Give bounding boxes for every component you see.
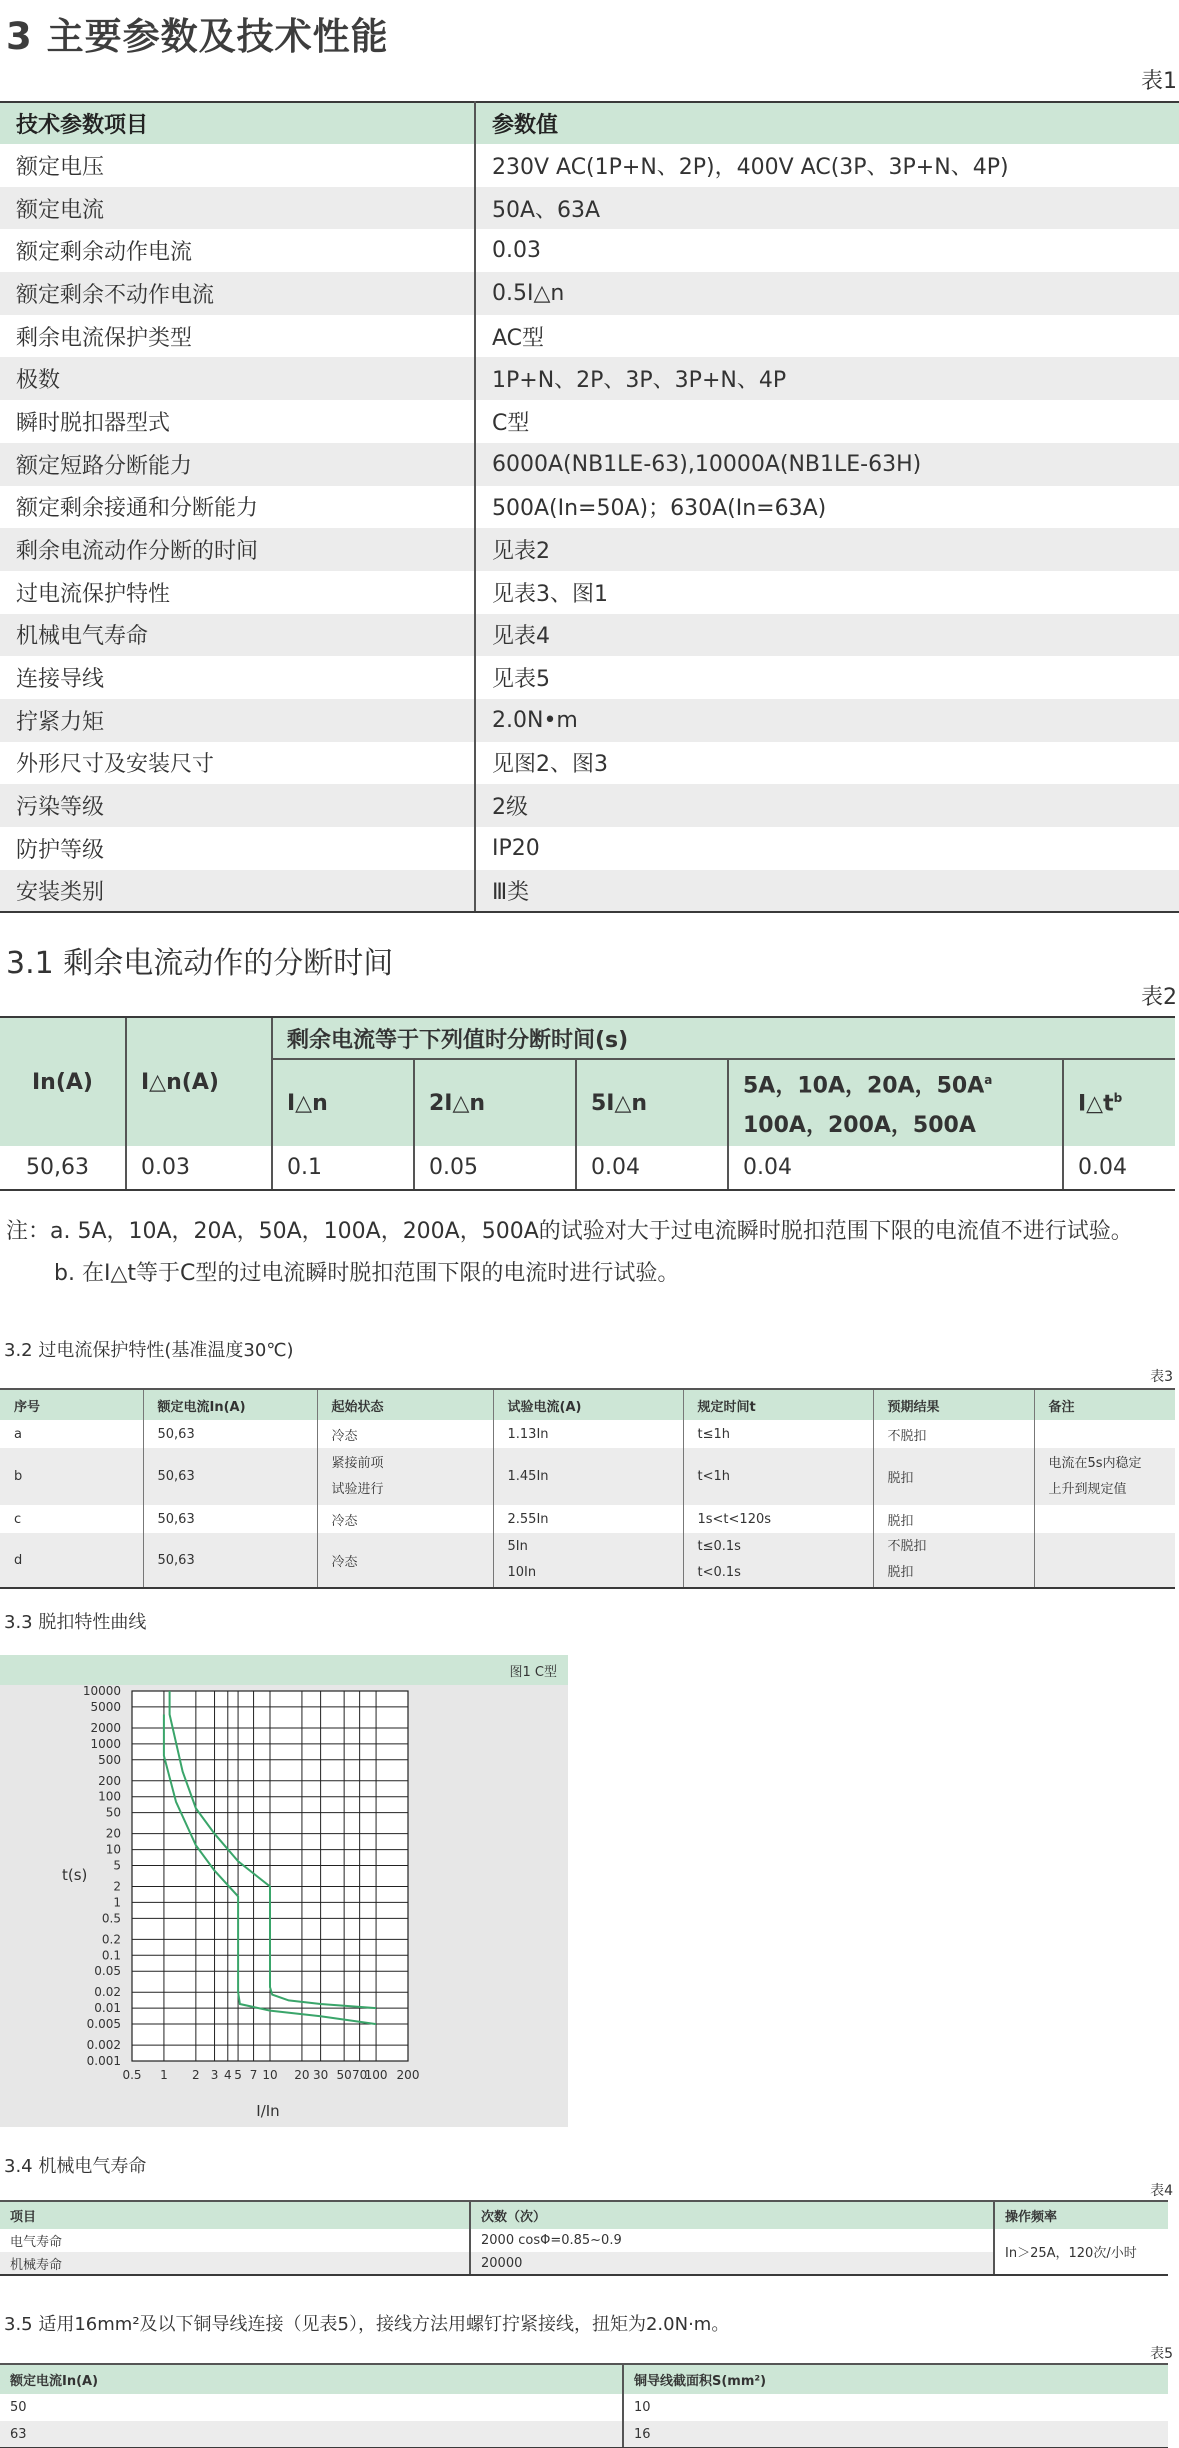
table1-cell-item: 极数 [0,357,475,400]
table4-row [0,2229,1168,2252]
table4 [0,2200,1168,2276]
table4-cell-freq: In＞25A，120次/小时 [994,2229,1168,2275]
table3-time-line2: t<0.1s [697,1565,741,1580]
chart-x-tick-label: 7 [249,2068,258,2082]
table3-result-line1: 不脱扣 [887,1539,927,1554]
table1-header-value: 参数值 [475,102,1179,144]
table3-header: 额定电流In(A) [143,1389,317,1420]
table1-cell-item: 瞬时脱扣器型式 [0,400,475,443]
chart-y-tick-label: 0.001 [86,2054,121,2068]
table2-header-col5 [1063,1059,1175,1146]
table2-cell: 0.04 [1063,1146,1175,1190]
table2-header-col4-line1: 5A，10A，20A，50A [743,1073,985,1099]
table1-row [0,614,1179,657]
table5 [0,2363,1168,2448]
chart-x-tick-label: 3 [210,2068,219,2082]
table1-row [0,443,1179,486]
table2-header-idn: I△n(A) [126,1017,272,1146]
table5-header: 铜导线截面积S(mm²) [623,2364,1168,2394]
table1-cell-item: 防护等级 [0,827,475,870]
table3-header: 序号 [0,1389,143,1420]
table1-row [0,827,1179,870]
chart-x-tick-label: 200 [396,2068,420,2082]
table5-row [0,2421,1168,2448]
table2-header-col5-text: I△t [1078,1090,1114,1116]
table1-row [0,699,1179,742]
table3-label: 表3 [1150,1369,1173,1385]
table1-cell-item: 额定剩余动作电流 [0,229,475,272]
chart-x-tick-label: 70 [351,2068,368,2082]
table5-cell: 63 [0,2421,623,2448]
table3-cell: 1s<t<120s [683,1505,873,1533]
chart-x-tick-label: 100 [364,2068,388,2082]
table1-cell-item: 拧紧力矩 [0,699,475,742]
table4-label: 表4 [1150,2183,1173,2199]
table5-row [0,2394,1168,2421]
table1 [0,101,1179,913]
section-3-2-title: 3.2 过电流保护特性(基准温度30℃) [4,1340,294,1361]
note-b: b. 在I△t等于C型的过电流瞬时脱扣范围下限的电流时进行试验。 [54,1261,680,1286]
chart-x-tick-label: 0.5 [122,2068,142,2082]
table2-cell: 0.04 [728,1146,1063,1190]
chart-x-tick-label: 50 [336,2068,352,2082]
table1-cell-item: 额定电压 [0,144,475,187]
table3-header: 备注 [1034,1389,1175,1420]
table2-header-col1: I△n [272,1059,414,1146]
table1-cell-item: 机械电气寿命 [0,614,475,657]
table1-cell-item: 外形尺寸及安装尺寸 [0,742,475,785]
table3-cell: a [0,1420,143,1448]
table3-row-a [0,1420,1175,1448]
table2-header-group: 剩余电流等于下列值时分断时间(s) [272,1017,1175,1059]
table1-row [0,656,1179,699]
table1-row [0,571,1179,614]
table3-row-c [0,1505,1175,1533]
chart-xlabel: I/In [256,2102,280,2120]
table1-cell-item: 额定剩余接通和分断能力 [0,486,475,529]
table3-cell: 冷态 [317,1505,493,1533]
table2-cell: 0.05 [414,1146,576,1190]
table3-cell: 脱扣 [873,1448,1034,1505]
table2-header-col2: 2I△n [414,1059,576,1146]
table2-cell: 0.03 [126,1146,272,1190]
table1-cell-value: C型 [475,400,1179,443]
table1-row [0,528,1179,571]
table3-cell: 2.55In [493,1505,683,1533]
table3-cell: 50,63 [143,1533,317,1588]
table1-header-item: 技术参数项目 [0,102,475,144]
table3-cell: b [0,1448,143,1505]
table3-cell: t≤1h [683,1420,873,1448]
chart-grid [132,1691,408,2061]
chart-ylabel: t(s) [62,1866,88,1884]
table1-row [0,229,1179,272]
chart-y-tick-label: 0.02 [94,1985,121,2000]
table1-row [0,187,1179,230]
table1-cell-item: 污染等级 [0,784,475,827]
table3-cell: 1.13In [493,1420,683,1448]
table3-header: 规定时间t [683,1389,873,1420]
table1-cell-value: IP20 [475,827,1179,870]
table1-cell-value: Ⅲ类 [475,870,1179,913]
table2-header-in: In(A) [0,1017,126,1146]
table1-label: 表1 [1141,69,1177,94]
table1-header-row [0,102,1179,144]
table1-row [0,400,1179,443]
table3-remark-line2: 上升到规定值 [1048,1481,1127,1497]
table1-cell-item: 连接导线 [0,656,475,699]
table3-cell: t<1h [683,1448,873,1505]
section-3-4-title: 3.4 机械电气寿命 [4,2156,147,2177]
chart-y-tick-label: 0.5 [101,1911,121,1926]
chart-y-tick-label: 10000 [82,1684,121,1698]
table3-cell: 不脱扣 [873,1420,1034,1448]
table3-cell-empty [1034,1420,1175,1448]
chart-y-tick-label: 100 [98,1789,121,1804]
chart-y-tick-label: 1000 [90,1736,121,1751]
table1-cell-value: 230V AC(1P+N、2P)，400V AC(3P、3P+N、4P) [475,144,1179,187]
table3-cell: 冷态 [317,1533,493,1588]
table5-label: 表5 [1150,2346,1173,2362]
table1-row [0,742,1179,785]
chart-y-tick-label: 10 [105,1842,121,1857]
chart-y-tick-label: 1 [113,1895,121,1910]
table1-cell-value: 2.0N•m [475,699,1179,742]
table1-cell-item: 剩余电流保护类型 [0,315,475,358]
table3-result-line2: 脱扣 [887,1565,914,1580]
table1-cell-value: 见表2 [475,528,1179,571]
table3 [0,1388,1175,1589]
table3-header: 预期结果 [873,1389,1034,1420]
table1-cell-item: 额定剩余不动作电流 [0,272,475,315]
table1-row [0,315,1179,358]
table4-cell: 机械寿命 [0,2252,470,2275]
table4-header-row [0,2201,1168,2229]
table1-cell-item: 安装类别 [0,870,475,913]
note-a: 注：a. 5A，10A，20A，50A，100A，200A，500A的试验对大于过电流瞬时脱扣范围下限的电流值不进行试验。 [6,1219,1133,1244]
chart-y-tick-label: 200 [98,1773,121,1788]
table3-cell: 1.45In [493,1448,683,1505]
table3-cell: 脱扣 [873,1505,1034,1533]
chart-y-tick-label: 2 [113,1879,121,1894]
table1-cell-value: AC型 [475,315,1179,358]
table3-state-line1: 紧接前项 [331,1455,384,1471]
table3-cell: c [0,1505,143,1533]
table2-header-col3: 5I△n [576,1059,728,1146]
table3-remark-line1: 电流在5s内稳定 [1048,1455,1142,1471]
table4-header: 项目 [0,2201,470,2229]
table1-cell-item: 额定电流 [0,187,475,230]
table3-state-line2: 试验进行 [331,1481,384,1497]
table3-cell: 冷态 [317,1420,493,1448]
chart-y-tick-label: 0.005 [86,2017,121,2032]
table2-header-col4 [728,1059,1063,1146]
table1-cell-value: 0.03 [475,229,1179,272]
table1-row [0,486,1179,529]
table1-cell-value: 6000A(NB1LE-63),10000A(NB1LE-63H) [475,443,1179,486]
chart-title: 图1 C型 [509,1665,557,1680]
table3-header: 起始状态 [317,1389,493,1420]
section-title: 3 主要参数及技术性能 [6,15,389,58]
table4-cell: 2000 cosΦ=0.85~0.9 [470,2229,994,2252]
table1-cell-item: 剩余电流动作分断的时间 [0,528,475,571]
table2-row [0,1146,1175,1190]
table5-header: 额定电流In(A) [0,2364,623,2394]
table1-row [0,357,1179,400]
table2-label: 表2 [1141,985,1177,1010]
chart-x-tick-label: 2 [192,2068,200,2082]
table5-cell: 50 [0,2394,623,2421]
table3-cell-state [317,1448,493,1505]
chart-y-tick-label: 50 [105,1805,121,1820]
table1-cell-value: 500A(In=50A)；630A(In=63A) [475,486,1179,529]
table1-cell-value: 见图2、图3 [475,742,1179,785]
table3-cell: 50,63 [143,1505,317,1533]
section-3-5-title: 3.5 适用16mm²及以下铜导线连接（见表5），接线方法用螺钉拧紧接线，扭矩为2.0N·m。 [4,2314,730,2335]
table3-header-row [0,1389,1175,1420]
table3-cell-result [873,1533,1034,1588]
table3-header: 试验电流(A) [493,1389,683,1420]
table1-cell-value: 见表4 [475,614,1179,657]
table1-row [0,144,1179,187]
chart-y-tick-label: 500 [98,1752,121,1767]
table3-cell: 50,63 [143,1420,317,1448]
table1-cell-value: 0.5I△n [475,272,1179,315]
table4-row [0,2252,1168,2275]
table4-cell: 电气寿命 [0,2229,470,2252]
table2-header-col5-sup: b [1113,1090,1123,1105]
chart-y-tick-label: 0.1 [101,1948,121,1963]
table3-cell-current [493,1533,683,1588]
table2-cell: 0.04 [576,1146,728,1190]
chart-x-tick-label: 4 [223,2068,232,2082]
table2-header-col4-sup: a [984,1073,993,1087]
chart-y-tick-label: 5 [113,1858,121,1873]
table3-cell-empty [1034,1533,1175,1588]
table1-cell-value: 见表3、图1 [475,571,1179,614]
table4-cell: 20000 [470,2252,994,2275]
chart-y-tick-label: 0.05 [94,1964,121,1979]
table1-cell-item: 过电流保护特性 [0,571,475,614]
table3-cell: 50,63 [143,1448,317,1505]
table3-current-line2: 10In [507,1565,537,1580]
table1-row [0,870,1179,913]
chart-y-tick-label: 0.2 [101,1932,121,1947]
chart-x-tick-label: 1 [160,2068,168,2082]
table1-cell-value: 1P+N、2P、3P、3P+N、4P [475,357,1179,400]
table4-header: 次数（次） [470,2201,994,2229]
chart-y-tick-label: 0.002 [86,2038,121,2053]
table3-cell-remark [1034,1448,1175,1505]
table3-row-d [0,1533,1175,1588]
chart-x-tick-label: 5 [234,2068,242,2082]
table1-cell-value: 50A、63A [475,187,1179,230]
chart-x-tick-label: 20 [294,2068,310,2082]
table2-cell: 50,63 [0,1146,126,1190]
table2 [0,1016,1175,1191]
table1-row [0,272,1179,315]
chart-y-tick-label: 2000 [90,1720,121,1735]
table3-row-b [0,1448,1175,1505]
table2-header-col4-line2: 100A，200A，500A [743,1113,976,1139]
trip-curve-chart [0,1655,568,2127]
table1-cell-value: 见表5 [475,656,1179,699]
section-3-1-title: 3.1 剩余电流动作的分断时间 [6,946,394,981]
table5-cell: 16 [623,2421,1168,2448]
table2-cell: 0.1 [272,1146,414,1190]
table3-cell-time [683,1533,873,1588]
chart-x-tick-label: 30 [312,2068,329,2082]
table3-time-line1: t≤0.1s [697,1539,741,1554]
table3-cell-empty [1034,1505,1175,1533]
table5-cell: 10 [623,2394,1168,2421]
table4-header: 操作频率 [994,2201,1168,2229]
table1-row [0,784,1179,827]
chart-y-tick-label: 20 [105,1826,121,1841]
table1-cell-value: 2级 [475,784,1179,827]
table1-cell-item: 额定短路分断能力 [0,443,475,486]
table3-current-line1: 5In [507,1539,528,1554]
table3-cell: d [0,1533,143,1588]
chart-y-tick-label: 0.01 [94,2001,121,2016]
section-3-3-title: 3.3 脱扣特性曲线 [4,1612,147,1633]
chart-x-tick-label: 10 [262,2068,278,2082]
table5-header-row [0,2364,1168,2394]
chart-y-tick-label: 5000 [90,1699,121,1714]
